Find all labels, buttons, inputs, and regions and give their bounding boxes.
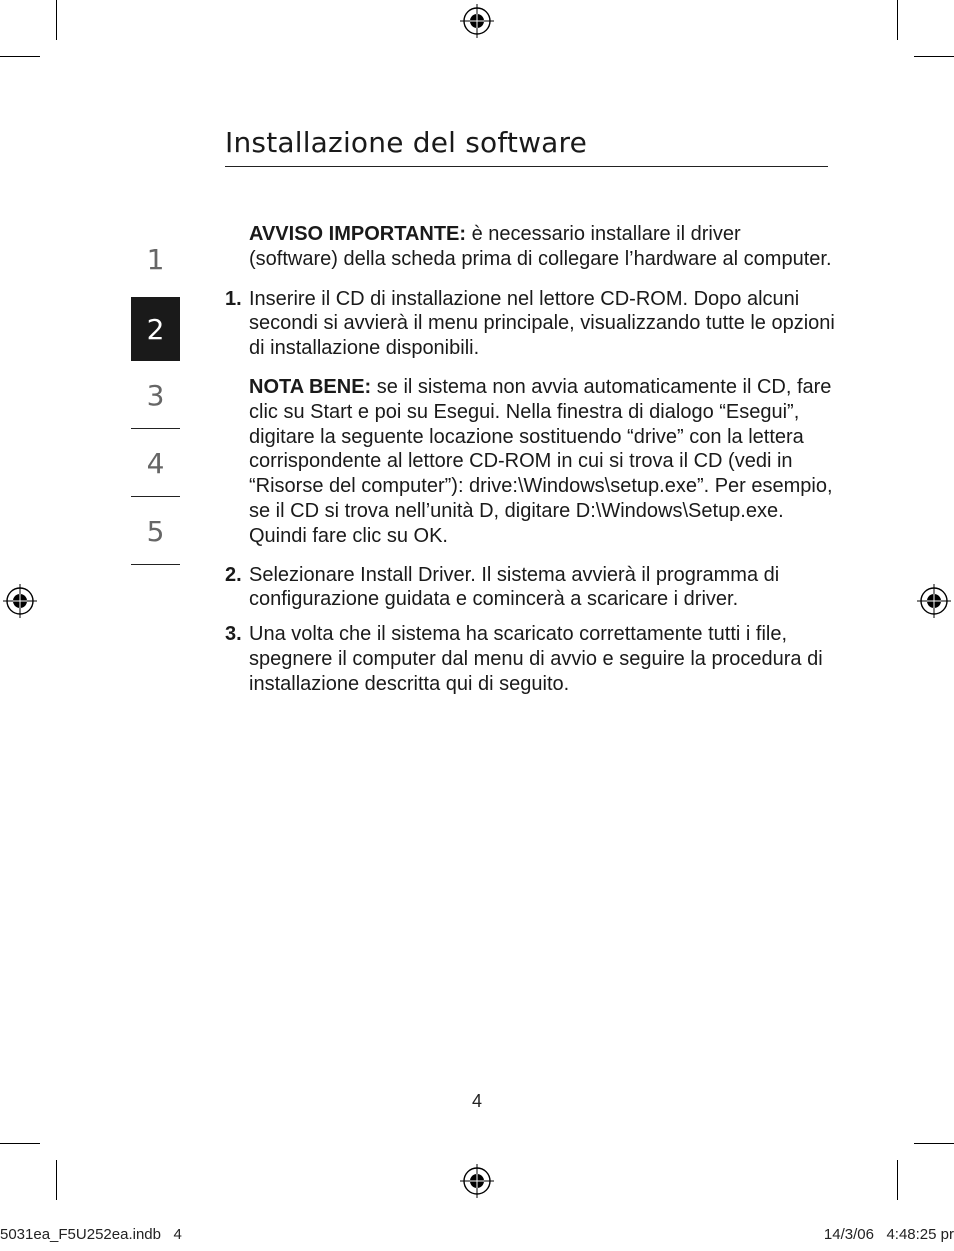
registration-mark-icon [460, 1164, 494, 1198]
step-2 [225, 563, 835, 613]
chapter-tab-5[interactable]: 5 [131, 497, 180, 565]
crop-mark [914, 1143, 954, 1144]
page-title: Installazione del software [225, 126, 588, 159]
step-number: 2. [225, 563, 242, 586]
note-text: se il sistema non avvia automaticamente il CD, fare clic su Start e poi su Esegui. Nella finestra di dialogo “Esegui”, digitare la seguente locazione sostituendo “drive” con la lettera corrispondente al lettore CD-ROM in cui si trova il CD (vedi in “Risorse del computer”): drive:\Windows\setup.exe”. Per esempio, se il CD si trova nell’unità D, digitare D:\Windows\Setup.exe. Quindi fare clic su OK. [249, 375, 833, 547]
step-number: 1. [225, 287, 242, 310]
notice-text: è necessario installare il driver (software) della scheda prima di collegare l’hardware al computer. [249, 223, 832, 270]
note-label: NOTA BENE: [249, 375, 372, 398]
chapter-tab-4[interactable]: 4 [131, 429, 180, 497]
step-1 [225, 287, 835, 361]
step-text: Selezionare Install Driver. Il sistema avvierà il programma di configurazione guidata e comincerà a scaricare i driver. [249, 563, 780, 611]
step-text: Inserire il CD di installazione nel lettore CD-ROM. Dopo alcuni secondi si avvierà il menu principale, visualizzando tutte le opzioni di installazione disponibili. [249, 287, 835, 360]
chapter-tab-1[interactable]: 1 [146, 242, 165, 276]
registration-mark-icon [3, 584, 37, 618]
page-number: 4 [471, 1091, 482, 1111]
chapter-tab-3[interactable]: 3 [131, 361, 180, 429]
registration-mark-icon [917, 584, 951, 618]
crop-mark [897, 1160, 898, 1200]
crop-mark [56, 1160, 57, 1200]
step-text: Una volta che il sistema ha scaricato correttamente tutti i file, spegnere il computer dal menu di avvio e seguire la procedura di installazione descritta qui di seguito. [249, 623, 823, 695]
notice-label: AVVISO IMPORTANTE: [249, 223, 467, 245]
instructions [225, 222, 835, 697]
title-divider [225, 166, 828, 167]
chapter-nav [131, 225, 180, 565]
crop-mark [56, 0, 57, 40]
chapter-tab-2-active[interactable]: 2 [131, 297, 180, 361]
crop-mark [914, 56, 954, 57]
important-notice [225, 222, 835, 272]
step-3 [225, 622, 835, 696]
registration-mark-icon [460, 4, 494, 38]
step-number: 3. [225, 623, 242, 646]
note [225, 375, 835, 549]
crop-mark [0, 56, 40, 57]
footer-filename: 5031ea_F5U252ea.indb 4 [0, 1226, 182, 1243]
crop-mark [0, 1143, 40, 1144]
footer-timestamp: 14/3/06 4:48:25 pr [823, 1226, 954, 1243]
crop-mark [897, 0, 898, 40]
